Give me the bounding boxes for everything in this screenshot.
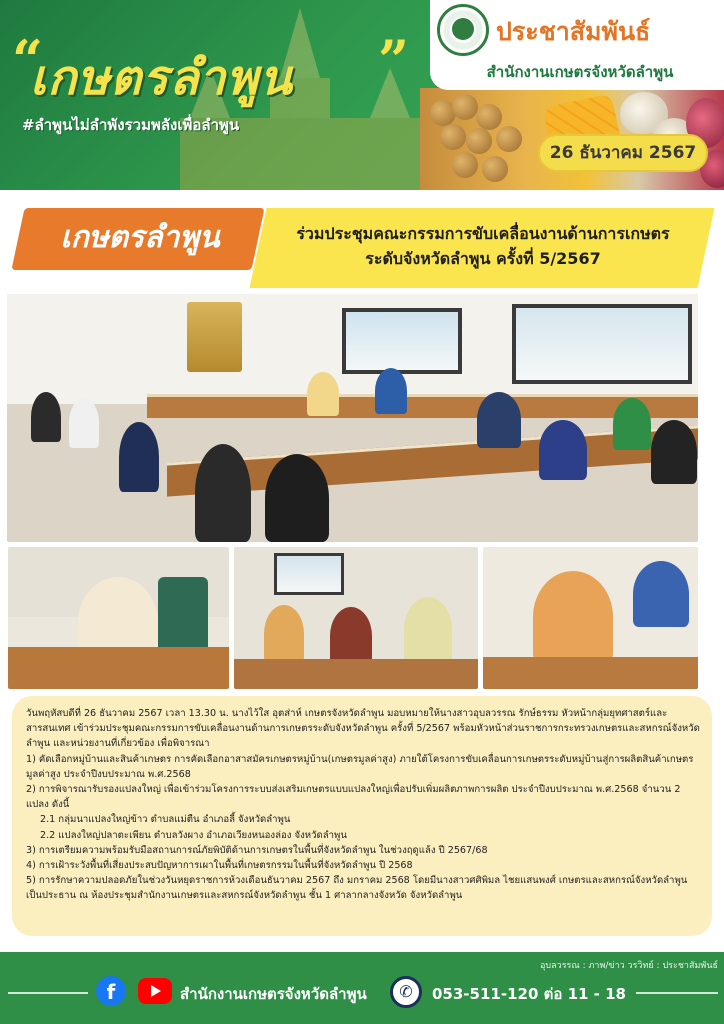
article-intro: วันพฤหัสบดีที่ 26 ธันวาคม 2567 เวลา 13.30 น. นางไว้ใส อุตส่าห์ เกษตรจังหวัดลำพูน มอบหมายให้นางสาวอุบลวรรณ รักษ์ธรรม หัวหน้ากลุ่มยุทศาสตร์และสารสนเทศ เข้าร่วมประชุมคณะกรรมการขับเคลื่อนงานด้านการเกษตรระดับจังหวัดลำพูน ครั้งที่ 5/2567 พร้อมหัวหน้าส่วนราชการกระทรวงเกษตรและสหกรณ์จังหวัดลำพูน และหน่วยงานที่เกี่ยวข้อง เพื่อพิจารณา — [26, 708, 700, 750]
footer-office-name: สำนักงานเกษตรจังหวัดลำพูน — [180, 985, 367, 1003]
longan-fruit — [452, 94, 478, 120]
phone-icon: ✆ — [390, 976, 422, 1008]
article-item: 1) คัดเลือกหมู่บ้านและสินค้าเกษตร การคัดเลือกอาสาสมัครเกษตรหมู่บ้าน(เกษตรมูลค่าสูง) ภายใต้โครงการขับเคลื่อนการเกษตรระดับหมู่บ้านสู่การผลิตสินค้าเกษตรมูลค่าสูง ประจำปีงบประมาณ พ.ศ.2568 — [26, 753, 694, 780]
photo-window — [274, 553, 344, 595]
attendee — [330, 607, 372, 665]
date-badge: 26 ธันวาคม 2567 — [538, 134, 708, 172]
photo-shrine — [187, 302, 242, 372]
attendee — [539, 420, 587, 480]
headline-line-1: ร่วมประชุมคณะกรรมการขับเคลื่อนงานด้านการเกษตร — [296, 224, 670, 243]
attendee — [195, 444, 251, 542]
attendee — [31, 392, 61, 442]
speaker — [533, 571, 613, 663]
attendee — [633, 561, 689, 627]
quote-open: “ — [12, 28, 44, 92]
longan-fruit — [476, 104, 502, 130]
attendee — [264, 605, 304, 663]
attendee — [69, 398, 99, 448]
photo-table — [483, 657, 698, 689]
photo-credit: อุบลวรรณ : ภาพ/ข่าว วรวิทย์ : ประชาสัมพันธ์ — [540, 961, 718, 971]
headline-tag-text: เกษตรลำพูน — [60, 220, 220, 255]
meeting-photo-table — [234, 547, 478, 689]
footer-phone-number[interactable]: 053-511-120 ต่อ 11 - 18 — [432, 985, 626, 1003]
divider-line — [636, 992, 718, 994]
longan-fruit — [466, 128, 492, 154]
attendee — [613, 398, 651, 450]
photo-window — [512, 304, 692, 384]
article-text — [26, 706, 702, 904]
brand-title: เกษตรลำพูน — [30, 50, 293, 106]
hashtag: #ลำพูนไม่ลำพังรวมพลังเพื่อลำพูน — [22, 116, 240, 134]
longan-fruit — [440, 124, 466, 150]
seal-emblem — [452, 18, 474, 40]
attendee — [307, 372, 339, 416]
headline-line-2: ระดับจังหวัดลำพูน ครั้งที่ 5/2567 — [365, 249, 601, 268]
meeting-photo-main — [7, 294, 698, 542]
photo-window — [342, 308, 462, 374]
photo-table — [234, 659, 478, 689]
attendee — [119, 422, 159, 492]
article-item: 3) การเตรียมความพร้อมรับมือสถานการณ์ภัยพิบัติด้านการเกษตรในพื้นที่จังหวัดลำพูน ในช่วงฤดูแล้ง ปี 2567/68 — [26, 844, 488, 856]
article-item: 5) การรักษาความปลอดภัยในช่วงวันหยุดราชการห้วงเดือนธันวาคม 2567 ถึง มกราคม 2568 โดยมีนางสาวศศิพิมล ไชยแสนพงศ์ เกษตรและสหกรณ์จังหวัดลำพูน เป็นประธาน ณ ห้องประชุมสำนักงานเกษตรและสหกรณ์จังหวัดลำพูน ชั้น 1 ศาลากลางจังหวัด จังหวัดลำพูน — [26, 875, 688, 902]
photo-table — [8, 647, 229, 689]
article-subitem: 2.1 กลุ่มนาแปลงใหญ่ข้าว ตำบลแม่ตืน อำเภอลี้ จังหวัดลำพูน — [40, 814, 291, 826]
meeting-photo-chair — [8, 547, 229, 689]
article-item: 4) การเฝ้าระวังพื้นที่เสี่ยงประสบปัญหาการเผาในพื้นที่เกษตรกรรมในพื้นที่จังหวัดลำพูน ปี 2568 — [26, 860, 413, 872]
facebook-icon[interactable]: f — [96, 976, 126, 1006]
attendee — [265, 454, 329, 542]
divider-line — [8, 992, 88, 994]
meeting-photo-speaker — [483, 547, 698, 689]
quote-close: ” — [378, 28, 410, 92]
article-subitem: 2.2 แปลงใหญ่ปลาตะเพียน ตำบลวังผาง อำเภอเวียงหนองล่อง จังหวัดลำพูน — [40, 829, 347, 841]
pr-title: ประชาสัมพันธ์ — [496, 17, 651, 46]
attendee — [404, 597, 452, 663]
longan-fruit — [496, 126, 522, 152]
attendee — [651, 420, 697, 484]
longan-fruit — [452, 152, 478, 178]
attendee — [375, 368, 407, 414]
article-item: 2) การพิจารณารับรองแปลงใหญ่ เพื่อเข้าร่วมโครงการระบบส่งเสริมเกษตรแบบแปลงใหญ่เพื่อปรับเพิ่มผลิตภาพการผลิต ประจำปีงบประมาณ พ.ศ.2568 จำนวน 2 แปลง ดังนี้ — [26, 784, 681, 811]
pr-subtitle: สำนักงานเกษตรจังหวัดลำพูน — [486, 63, 674, 81]
longan-fruit — [482, 156, 508, 182]
attendee — [477, 392, 521, 448]
youtube-play-icon — [151, 985, 161, 997]
